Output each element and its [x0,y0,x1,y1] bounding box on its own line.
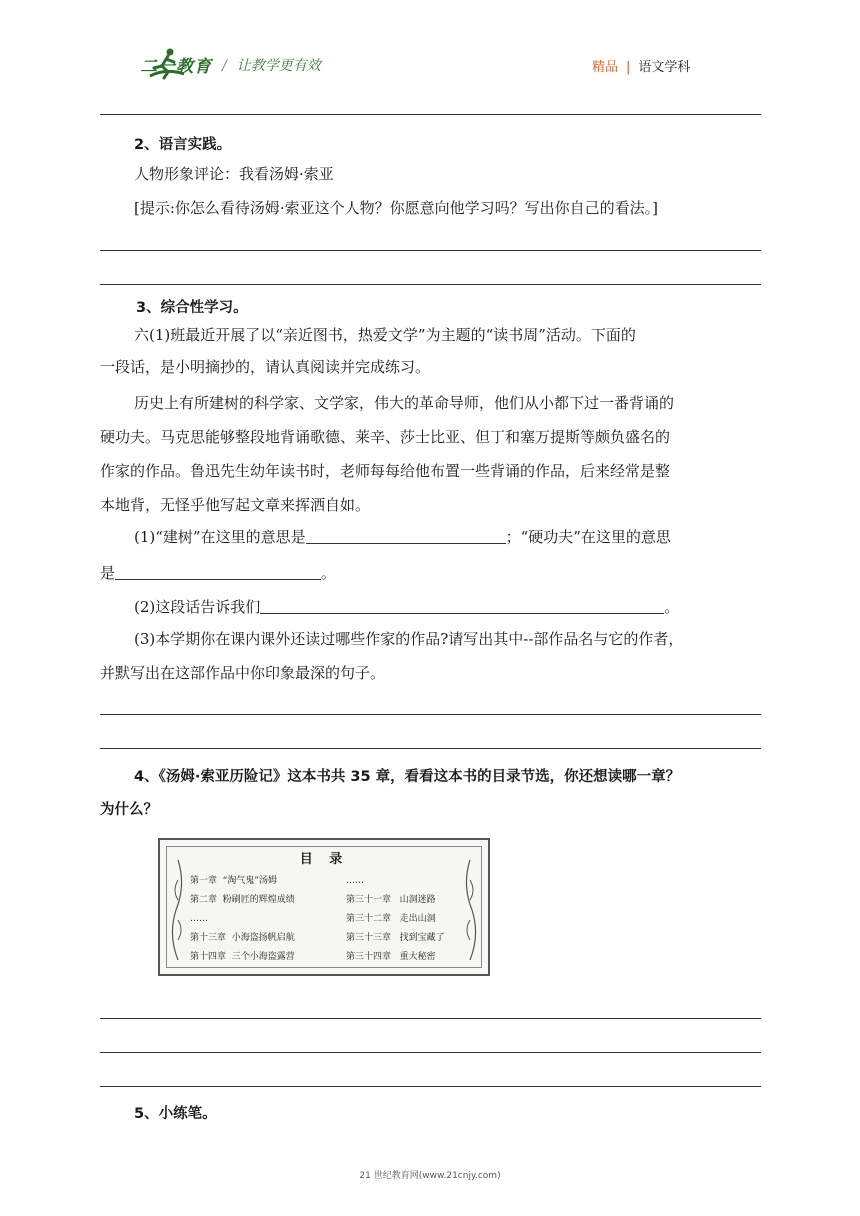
q2-title: 人物形象评论：我看汤姆·索亚 [134,165,334,183]
quality-label: 精品 [592,60,619,75]
toc-title: 目 录 [299,852,349,867]
passage-line: 硬功夫。马克思能够整段地背诵歌德、莱辛、莎士比亚、但丁和塞万提斯等颇负盛名的 [100,428,671,446]
answer-line[interactable] [100,1086,761,1087]
subject-label: 语文学科 [638,60,691,75]
passage-line: 本地背，无怪乎他写起文章来挥洒自如。 [100,496,371,514]
toc-right-column: …… 第三十一章 山洞迷路 第三十二章 走出山洞 第三十三章 找到宝藏了 第三十四章 重大秘密 [346,876,445,962]
header-separator: | [626,60,631,75]
slogan-text: 让教学更有效 [236,58,321,74]
slogan [222,55,321,75]
q3-sub1-cont [100,556,336,590]
sub2-text: (2)这段话告诉我们 [134,598,261,616]
passage-line: 作家的作品。鲁迅先生幼年读书时，老师每每给他布置一些背诵的作品，后来经常是整 [100,462,671,480]
toc-left-column: 第一章 “淘气鬼”汤姆 第二章 粉刷匠的辉煌成绩 …… 第十三章 小海盗扬帆启航 第十四章 三个小海盗露营 [190,876,295,962]
answer-line[interactable] [100,1052,761,1053]
answer-line[interactable] [100,284,761,285]
q3-sub1 [134,520,671,554]
blank-yinggongfu[interactable] [115,563,321,580]
q4-line: 为什么？ [100,802,158,818]
sub1-text-c: 是 [100,564,116,582]
q2-hint: [提示:你怎么看待汤姆·索亚这个人物？你愿意向他学习吗？写出你自己的看法。] [134,199,659,217]
q3-sub3-line: 并默写出在这部作品中你印象最深的句子。 [100,664,386,682]
header-subject [592,56,690,75]
page-footer: 21 世纪教育网(www.21cnjy.com) [359,1171,501,1181]
q5-heading: 5、小练笔。 [134,1106,217,1122]
sub1-text-b: ；“硬功夫”在这里的意思 [505,528,671,546]
q3-intro-line: 一段话，是小明摘抄的，请认真阅读并完成练习。 [100,358,431,376]
answer-line[interactable] [100,748,761,749]
slogan-slash: / [222,58,227,74]
q3-sub2 [134,590,679,624]
ornament-left-icon [170,860,186,960]
q3-heading: 3、综合性学习。 [136,300,248,316]
blank-jianshu[interactable] [306,527,506,544]
blank-tells-us[interactable] [260,597,664,614]
q2-heading: 2、语言实践。 [134,137,232,153]
sub2-end: 。 [664,598,680,616]
sub1-end: 。 [321,564,337,582]
answer-line[interactable] [100,1018,761,1019]
ornament-right-icon [462,860,478,960]
answer-line[interactable] [100,250,761,251]
header-divider [100,114,761,115]
answer-line[interactable] [100,714,761,715]
q3-intro-line: 六(1)班最近开展了以“亲近图书，热爱文学”为主题的“读书周”活动。下面的 [134,326,636,344]
q3-sub3-line: (3)本学期你在课内课外还读过哪些作家的作品?请写出其中--部作品名与它的作者， [134,630,684,648]
q4-line: 4、《汤姆·索亚历险记》这本书共 35 章，看看这本书的目录节选，你还想读哪一章？ [134,769,681,785]
table-of-contents-image [158,838,490,976]
passage-line: 历史上有所建树的科学家、文学家，伟大的革命导师，他们从小都下过一番背诵的 [134,394,675,412]
sub1-text-a: (1)“建树”在这里的意思是 [134,528,306,546]
logo-text: 二一教育 [140,57,212,77]
